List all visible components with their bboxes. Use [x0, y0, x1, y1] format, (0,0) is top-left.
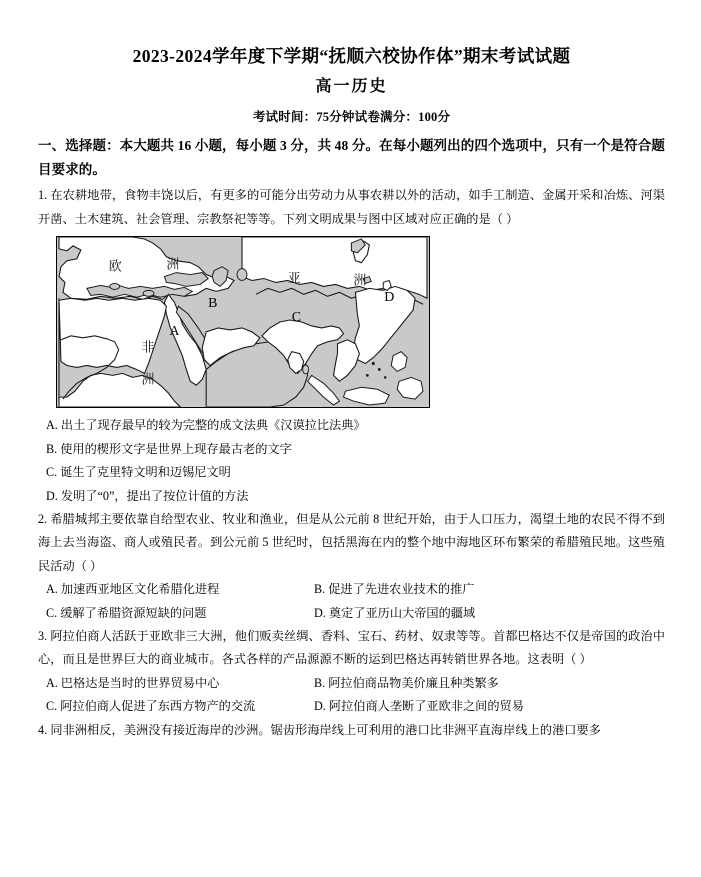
question-1: [38, 184, 665, 231]
question-2-option-c[interactable]: C. 缓解了希腊资源短缺的问题: [46, 605, 207, 620]
question-2: [38, 508, 665, 578]
small-island-b: [378, 368, 381, 371]
question-3: [38, 625, 665, 672]
exam-meta: 考试时间：75分钟试卷满分：100分: [252, 110, 451, 125]
world-map-figure: [56, 236, 430, 408]
sri-lanka-island: [303, 365, 309, 374]
question-3-option-d[interactable]: D. 阿拉伯商人垄断了亚欧非之间的贸易: [314, 699, 524, 714]
small-island-c: [366, 374, 369, 377]
question-2-option-d[interactable]: D. 奠定了亚历山大帝国的疆域: [314, 605, 476, 620]
question-4: [38, 719, 665, 742]
small-island-a: [372, 362, 375, 365]
question-2-stem: 2. 希腊城邦主要依靠自给型农业、牧业和渔业，但是从公元前 8 世纪开始，由于人口压力，渴望土地的农民不得不到海上去当海盗、商人或殖民者。到公元前 5 世纪时，包括黑海在内的整个地中海地区环布繁荣的希腊殖民地。这些殖民活动（ ）: [38, 511, 665, 573]
subject-title: 高一历史: [315, 78, 388, 96]
label-asia-2: 洲: [353, 272, 367, 288]
question-1-option-d[interactable]: D. 发明了“0”，提出了按位计值的方法: [46, 488, 249, 503]
label-africa-1: 非: [141, 339, 155, 355]
section-instruction: 一、选择题：本大题共 16 小题，每小题 3 分，共 48 分。在每小题列出的四个选项中，只有一个是符合题目要求的。: [38, 138, 665, 178]
label-africa-2: 洲: [141, 371, 155, 387]
label-asia-1: 亚: [287, 270, 301, 286]
sicily-island: [143, 291, 154, 297]
map-point-d: D: [384, 290, 395, 306]
question-1-stem: 1. 在农耕地带，食物丰饶以后，有更多的可能分出劳动力从事农耕以外的活动，如手工制造、金属开采和冶炼、河渠开凿、土木建筑、社会管理、宗教祭祀等等。下列文明成果与图中区域对应正确的是（ ）: [38, 188, 665, 226]
question-3-option-b[interactable]: B. 阿拉伯商品物美价廉且种类繁多: [314, 675, 499, 690]
question-3-option-a[interactable]: A. 巴格达是当时的世界贸易中心: [46, 675, 220, 690]
map-point-b: B: [208, 296, 218, 312]
question-1-option-c[interactable]: C. 诞生了克里特文明和迈锡尼文明: [46, 465, 231, 480]
question-2-option-b[interactable]: B. 促进了先进农业技术的推广: [314, 582, 475, 597]
map-point-c: C: [291, 310, 302, 326]
small-island-d: [384, 376, 387, 379]
page-title: 2023-2024学年度下学期“抚顺六校协作体”期末考试试题: [132, 46, 571, 66]
label-europe-2: 洲: [166, 256, 180, 272]
aral-sea: [237, 269, 247, 281]
question-2-options: [38, 578, 665, 625]
question-3-options: [38, 672, 665, 719]
question-1-option-a[interactable]: A. 出土了现存最早的较为完整的成文法典《汉谟拉比法典》: [46, 418, 366, 433]
sardinia-island: [110, 284, 120, 290]
question-3-stem: 3. 阿拉伯商人活跃于亚欧非三大洲，他们贩卖丝绸、香料、宝石、药材、奴隶等等。首都巴格达不仅是帝国的政治中心，而且是世界巨大的商业城市。各式各样的产品源源不断的运到巴格达再转销世界各地。这表明（ ）: [38, 629, 665, 667]
world-map-svg: [57, 237, 429, 407]
question-2-option-a[interactable]: A. 加速西亚地区文化希腊化进程: [46, 582, 220, 597]
question-1-option-b[interactable]: B. 使用的楔形文字是世界上现存最古老的文字: [46, 441, 292, 456]
question-1-options: [38, 414, 665, 508]
map-point-a: A: [169, 324, 180, 340]
question-3-option-c[interactable]: C. 阿拉伯商人促进了东西方物产的交流: [46, 699, 256, 714]
label-europe-1: 欧: [108, 258, 122, 274]
question-4-stem: 4. 同非洲相反，美洲没有接近海岸的沙洲。锯齿形海岸线上可利用的港口比非洲平直海岸线上的港口要多: [38, 722, 602, 737]
